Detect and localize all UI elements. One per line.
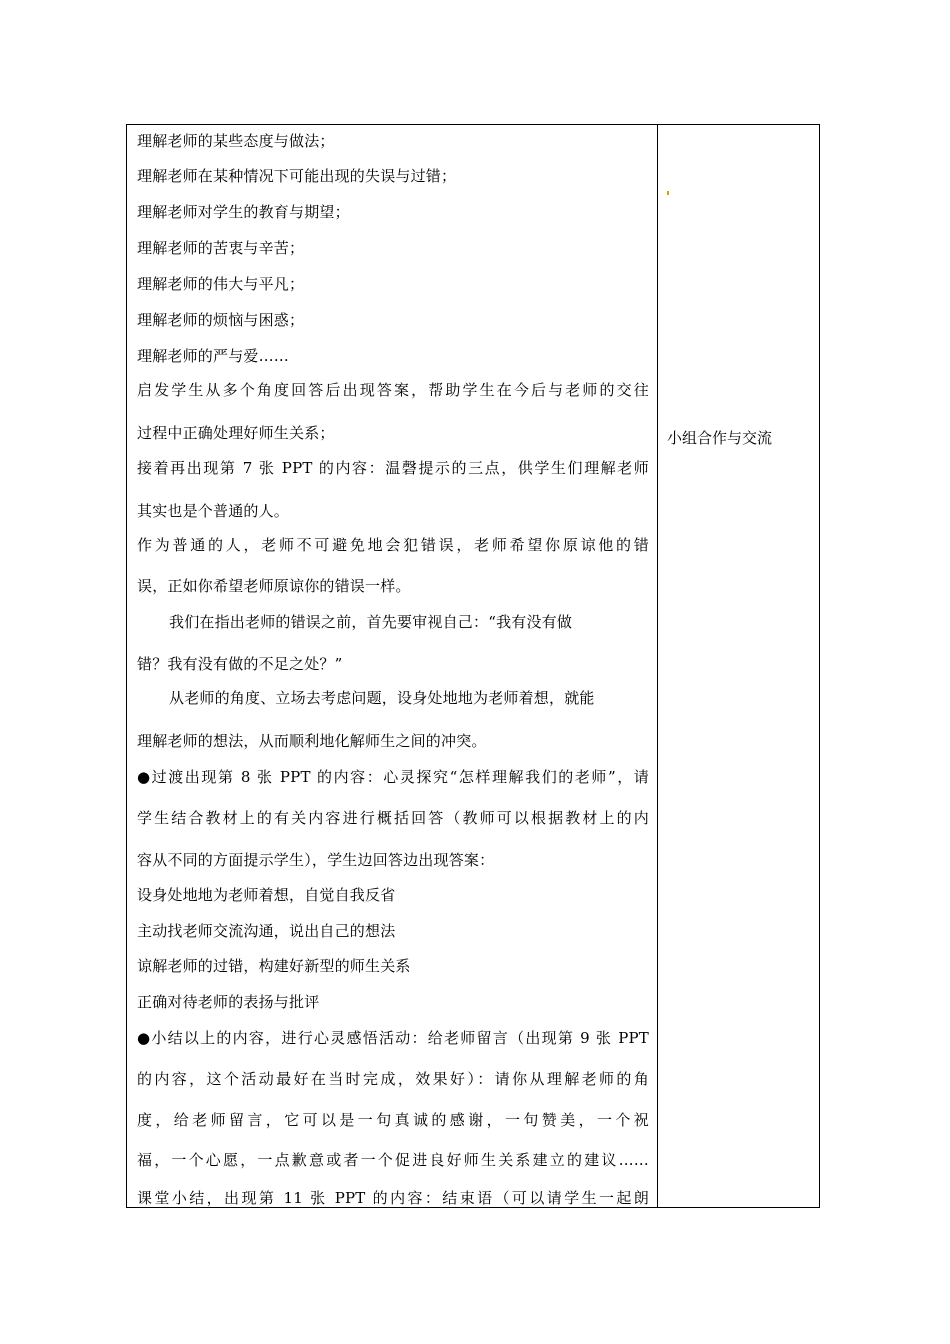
text-line: 理解老师的苦衷与辛苦； [137, 239, 305, 257]
text-line: 理解老师的严与爱…… [137, 347, 290, 365]
text-line: 设身处地地为老师着想，自觉自我反省 [137, 886, 396, 904]
text-line: 启发学生从多个角度回答后出现答案，帮助学生在今后与老师的交往 [137, 381, 649, 399]
text-line: 其实也是个普通的人。 [137, 502, 290, 520]
text-line: 度，给老师留言，它可以是一句真诚的感谢，一句赞美，一个祝 [137, 1111, 649, 1129]
text-line: 误，正如你希望老师原谅你的错误一样。 [137, 577, 411, 595]
stray-mark [667, 191, 669, 195]
text-line: ●小结以上的内容，进行心灵感悟活动：给老师留言（出现第 9 张 PPT [137, 1029, 649, 1047]
text-line: 理解老师的烦恼与困惑； [137, 311, 305, 329]
text-line: 谅解老师的过错，构建好新型的师生关系 [137, 957, 411, 975]
text-line: 我们在指出老师的错误之前，首先要审视自己：“我有没有做 [169, 613, 573, 631]
text-line: 过程中正确处理好师生关系； [137, 424, 335, 442]
text-line: 福，一个心愿，一点歉意或者一个促进良好师生关系建立的建议…… [137, 1151, 649, 1169]
teaching-process-cell [137, 125, 649, 1207]
text-line: 接着再出现第 7 张 PPT 的内容：温磬提示的三点，供学生们理解老师 [137, 459, 649, 477]
text-line: 正确对待老师的表扬与批评 [137, 993, 320, 1011]
text-line: 的内容，这个活动最好在当时完成，效果好）：请你从理解老师的角 [137, 1070, 649, 1088]
text-line: 理解老师对学生的教育与期望； [137, 203, 350, 221]
text-line: 作为普通的人，老师不可避免地会犯错误，老师希望你原谅他的错 [137, 536, 649, 554]
text-line: 错？我有没有做的不足之处？” [137, 655, 343, 673]
text-line: 理解老师的伟大与平凡； [137, 275, 305, 293]
text-line: 学生结合教材上的有关内容进行概括回答（教师可以根据教材上的内 [137, 809, 649, 827]
text-line: 理解老师的某些态度与做法； [137, 132, 335, 150]
text-line: 主动找老师交流沟通，说出自己的想法 [137, 922, 396, 940]
text-line: ●过渡出现第 8 张 PPT 的内容：心灵探究“怎样理解我们的老师”，请 [137, 768, 649, 786]
lesson-plan-table [126, 124, 820, 1208]
text-line: 理解老师的想法，从而顺利地化解师生之间的冲突。 [137, 732, 487, 750]
column-divider [657, 125, 658, 1207]
text-line: 课堂小结，出现第 11 张 PPT 的内容：结束语（可以请学生一起朗 [137, 1189, 649, 1207]
text-line: 从老师的角度、立场去考虑问题，设身处地地为老师着想，就能 [169, 689, 595, 707]
activity-label: 小组合作与交流 [667, 429, 773, 447]
text-line: 理解老师在某种情况下可能出现的失误与过错； [137, 167, 457, 185]
student-activity-cell [667, 125, 811, 1207]
text-line: 容从不同的方面提示学生），学生边回答边出现答案： [137, 851, 495, 869]
